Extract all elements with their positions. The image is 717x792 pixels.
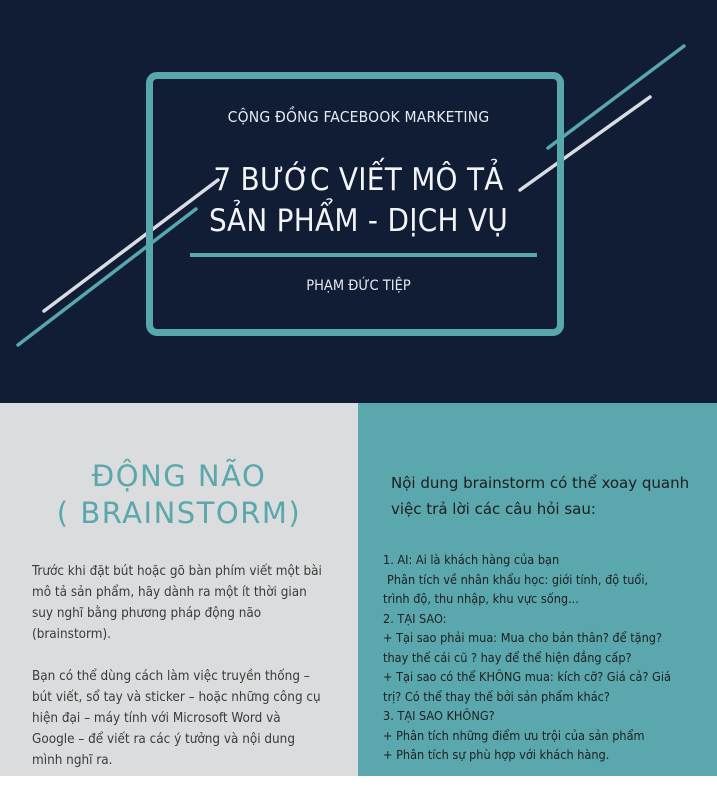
list-item: thay thế cái cũ ? hay để thể hiện đẳng cấp?: [383, 649, 632, 665]
brainstorm-panel: [0, 403, 358, 776]
section-heading: [0, 458, 358, 532]
section-heading-line-1: ĐỘNG NÃO: [91, 459, 267, 493]
title-divider: [190, 253, 537, 257]
list-item: + Phân tích những điểm ưu trội của sản phẩm: [383, 727, 645, 743]
list-item: 2. TẠI SAO:: [383, 610, 447, 626]
author-label: PHẠM ĐỨC TIỆP: [306, 278, 411, 294]
questions-intro: Nội dung brainstorm có thể xoay quanh việc trả lời các câu hỏi sau:: [391, 474, 690, 518]
list-item: 3. TẠI SAO KHÔNG?: [383, 708, 495, 723]
brainstorm-description: [32, 561, 322, 792]
list-item: 1. AI: Ai là khách hàng của bạn: [383, 552, 560, 567]
section-heading-line-2: ( BRAINSTORM): [56, 496, 302, 530]
list-item: + Tại sao có thể KHÔNG mua: kích cỡ? Giá cả? Giá: [383, 669, 671, 684]
list-item: + Tại sao phải mua: Mua cho bản thân? để tặng?: [383, 630, 662, 645]
list-item: Phân tích về nhân khẩu học: giới tính, độ tuổi,: [387, 571, 649, 587]
questions-panel: [358, 403, 717, 776]
paragraph-1: Trước khi đặt bút hoặc gõ bàn phím viết một bài mô tả sản phẩm, hãy dành ra một ít thời gian suy nghĩ bằng phương pháp động não (brainstorm).: [32, 564, 322, 642]
list-item: trình độ, thu nhập, khu vực sống...: [383, 591, 579, 606]
title-line-1: 7 BƯỚC VIẾT MÔ TẢ: [213, 162, 504, 198]
organization-label: CỘNG ĐỒNG FACEBOOK MARKETING: [227, 108, 490, 126]
page-title: [150, 160, 567, 242]
paragraph-2: Bạn có thể dùng cách làm việc truyền thống – bút viết, sổ tay và sticker – hoặc những công cụ hiện đại – máy tính với Microsoft Word và Google – để viết ra các ý tưởng và nội dung mình nghĩ ra.: [32, 669, 321, 768]
deco-line-right-teal: [548, 46, 684, 148]
title-line-2: SẢN PHẨM - DỊCH VỤ: [208, 203, 509, 239]
questions-list: [383, 550, 713, 765]
list-item: trị? Có thể thay thế bởi sản phẩm khác?: [383, 688, 610, 704]
list-item: + Phân tích sự phù hợp với khách hàng.: [383, 747, 610, 762]
